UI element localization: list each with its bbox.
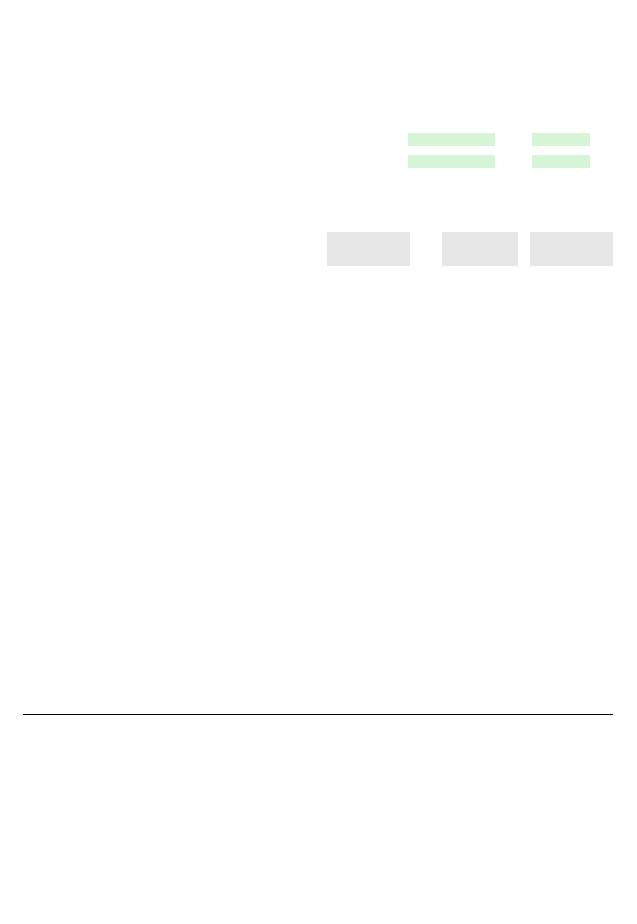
full-year-column-shade <box>530 232 613 266</box>
overview-row-value <box>408 155 495 168</box>
ytd-budget-column-shade <box>442 232 518 266</box>
overview-row-flag <box>532 133 590 146</box>
section-divider <box>23 714 613 715</box>
actual-column-shade <box>327 232 410 266</box>
overview-row-value <box>408 133 495 146</box>
overview-row-flag <box>532 155 590 168</box>
